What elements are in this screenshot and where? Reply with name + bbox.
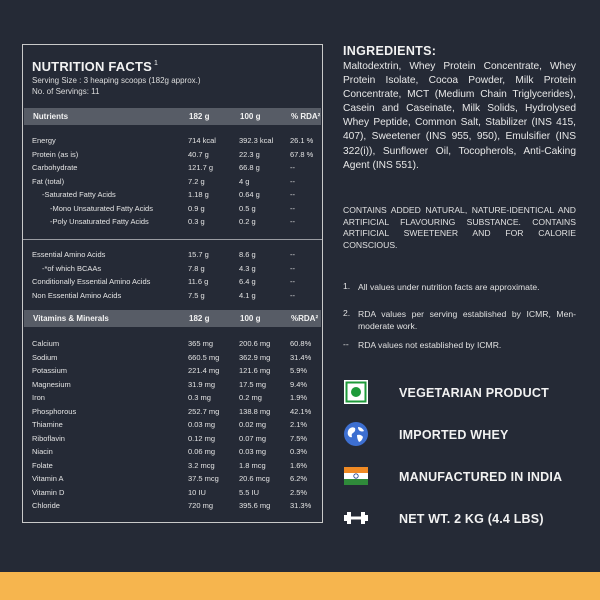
row-label: Magnesium [32, 379, 71, 389]
table-row [23, 176, 322, 189]
row-rda: 1.6% [290, 460, 308, 470]
servings-count: No. of Servings: 11 [32, 87, 100, 96]
row-label: Protein (as is) [32, 149, 79, 159]
header-100g: 100 g [240, 112, 261, 121]
footnote-mark: 1. [343, 281, 351, 291]
nutrition-title: NUTRITION FACTS $^1$ [32, 59, 159, 74]
nutrition-facts-panel [22, 44, 323, 523]
contains-statement: CONTAINS ADDED NATURAL, NATURE-IDENTICAL AND ARTIFICIAL FLAVOURING SUBSTANCE. CONTAINS ARTIFICIAL SWEETENER AND FOR CALORIE CONSCIOUS. [343, 205, 576, 250]
row-value-182g: 0.3 mg [188, 393, 211, 402]
row-value-182g: 121.7 g [188, 163, 214, 172]
row-label: Non Essential Amino Acids [32, 290, 122, 300]
header-vitamins: Vitamins & Minerals [33, 314, 109, 323]
row-value-100g: 4.3 g [239, 263, 256, 273]
header-rda: % RDA² [291, 112, 321, 121]
row-rda: -- [290, 176, 295, 186]
table-row [23, 433, 322, 446]
table-row [23, 419, 322, 432]
row-label: Phosphorous [32, 406, 77, 416]
row-value-182g: 40.7 g [188, 149, 209, 159]
row-rda: -- [290, 190, 295, 199]
feature-vegetarian [343, 379, 583, 405]
vitamins-header [24, 310, 321, 327]
ingredients-title: INGREDIENTS: [343, 44, 437, 58]
row-value-100g: 17.5 mg [239, 379, 267, 389]
row-rda: 9.4% [290, 379, 308, 389]
footnote-text: RDA values per serving established by ICMR, Men-moderate work. [358, 309, 576, 331]
row-value-182g: 3.2 mcg [188, 460, 215, 470]
row-value-100g: 0.2 mg [239, 393, 262, 402]
table-row [23, 365, 322, 378]
veg-icon [343, 379, 369, 405]
row-label: Fat (total) [32, 176, 65, 186]
row-value-182g: 660.5 mg [188, 352, 220, 362]
row-value-100g: 66.8 g [239, 163, 260, 172]
table-row [23, 162, 322, 175]
row-label: Folate [32, 460, 53, 470]
table-row [23, 276, 322, 289]
row-label: Carbohydrate [32, 163, 78, 172]
row-label: Vitamin D [32, 487, 65, 497]
table-row [23, 460, 322, 473]
footnote-mark: 2. [343, 308, 351, 318]
row-label: Iron [32, 393, 45, 402]
row-value-100g: 0.03 mg [239, 447, 267, 456]
row-label: Riboflavin [32, 433, 65, 443]
table-row [23, 446, 322, 459]
row-value-182g: 37.5 mcg [188, 474, 219, 483]
row-rda: 7.5% [290, 433, 308, 443]
bottom-color-band [0, 572, 600, 600]
row-value-182g: 365 mg [188, 339, 214, 348]
table-row [23, 290, 322, 303]
row-rda: 26.1 % [290, 136, 314, 145]
row-rda: -- [290, 290, 295, 300]
row-value-182g: 10 IU [188, 487, 206, 497]
row-rda: 67.8 % [290, 149, 314, 159]
table-row [23, 135, 322, 148]
footnote-text: RDA values not established by ICMR. [358, 340, 502, 350]
row-value-100g: 121.6 mg [239, 366, 271, 375]
table-row [23, 379, 322, 392]
row-value-182g: 7.5 g [188, 290, 205, 300]
row-label: Energy [32, 136, 56, 145]
row-label: Niacin [32, 447, 53, 456]
row-value-100g: 0.07 mg [239, 433, 267, 443]
table-row [23, 392, 322, 405]
row-value-100g: 4.1 g [239, 290, 256, 300]
feature-label: MANUFACTURED IN INDIA [399, 470, 563, 484]
nutrients-header [24, 108, 321, 125]
feature-imported-whey [343, 421, 583, 447]
row-label: -Saturated Fatty Acids [42, 190, 116, 199]
row-label: -Poly Unsaturated Fatty Acids [50, 217, 149, 226]
row-value-100g: 395.6 mg [239, 501, 271, 510]
table-row [23, 473, 322, 486]
row-label: Chloride [32, 501, 60, 510]
feature-label: NET WT. 2 KG (4.4 LBS) [399, 512, 544, 526]
row-rda: 6.2% [290, 474, 308, 483]
row-value-182g: 0.9 g [188, 203, 205, 213]
row-rda: 42.1% [290, 406, 312, 416]
row-rda: 60.8% [290, 339, 312, 348]
table-row [23, 500, 322, 513]
row-label: Thiamine [32, 420, 63, 429]
row-rda: 0.3% [290, 447, 308, 456]
dumbbell-icon [343, 505, 369, 531]
row-value-100g: 6.4 g [239, 277, 256, 286]
row-value-100g: 8.6 g [239, 250, 256, 259]
row-value-182g: 31.9 mg [188, 379, 216, 389]
row-value-182g: 11.6 g [188, 277, 209, 286]
table-row [23, 216, 322, 229]
row-value-100g: 0.64 g [239, 190, 260, 199]
globe-icon [343, 421, 369, 447]
header-182g: 182 g [189, 112, 210, 121]
row-value-100g: 5.5 IU [239, 487, 260, 497]
nutrition-title-footnote: 1 [154, 60, 159, 67]
serving-size: Serving Size : 3 heaping scoops (182g approx.) [32, 76, 201, 85]
row-value-182g: 0.12 mg [188, 433, 216, 443]
footnote-mark: -- [343, 339, 349, 349]
row-rda: 31.4% [290, 352, 312, 362]
row-rda: -- [290, 263, 295, 273]
row-value-100g: 0.02 mg [239, 420, 267, 429]
row-value-100g: 4 g [239, 176, 250, 186]
row-rda: -- [290, 277, 295, 286]
row-label: Sodium [32, 352, 58, 362]
table-row [23, 249, 322, 262]
row-value-100g: 0.5 g [239, 203, 256, 213]
header-100g: 100 g [240, 314, 261, 323]
row-rda: 2.5% [290, 487, 308, 497]
row-value-100g: 20.6 mcg [239, 474, 270, 483]
table-row [23, 406, 322, 419]
header-182g: 182 g [189, 314, 210, 323]
feature-made-in-india [343, 463, 583, 489]
row-value-182g: 0.06 mg [188, 447, 216, 456]
row-value-100g: 1.8 mcg [239, 460, 266, 470]
row-value-100g: 22.3 g [239, 149, 260, 159]
row-value-182g: 1.18 g [188, 190, 209, 199]
ingredients-text: Maltodextrin, Whey Protein Concentrate, Whey Protein Isolate, Cocoa Powder, Milk Protein Concentrate, MCT (Medium Chain Triglycerides), Casein and Caseinate, Milk Solids, Hydrolysed Whey Peptide, Common Salt, Stabilizer (INS 415, 407), Sweetener (INS 955, 950), Emulsifier (INS 322(i)), Sunflower Oil, Tocopherols, Anti-Caking Agent (INS 551). [343, 61, 576, 171]
row-value-182g: 221.4 mg [188, 366, 220, 375]
feature-label: IMPORTED WHEY [399, 428, 509, 442]
row-value-182g: 7.8 g [188, 263, 205, 273]
row-label: Vitamin A [32, 474, 64, 483]
feature-net-weight [343, 505, 583, 531]
row-rda: 1.9% [290, 393, 308, 402]
table-row [23, 487, 322, 500]
row-label: Calcium [32, 339, 60, 348]
footnote-text: All values under nutrition facts are approximate. [358, 282, 540, 292]
row-label: Conditionally Essential Amino Acids [32, 277, 151, 286]
table-row [23, 149, 322, 162]
header-rda: %RDA² [291, 314, 319, 323]
feature-label: VEGETARIAN PRODUCT [399, 386, 549, 400]
table-row [23, 189, 322, 202]
row-label: Essential Amino Acids [32, 250, 106, 259]
row-label: -Mono Unsaturated Fatty Acids [50, 203, 153, 213]
row-label: -*of which BCAAs [42, 263, 102, 273]
row-value-182g: 714 kcal [188, 136, 216, 145]
table-row [23, 352, 322, 365]
row-value-182g: 7.2 g [188, 176, 205, 186]
india-flag-icon [343, 463, 369, 489]
row-value-182g: 15.7 g [188, 250, 209, 259]
row-rda: 2.1% [290, 420, 308, 429]
row-rda: 5.9% [290, 366, 308, 375]
row-value-182g: 0.03 mg [188, 420, 216, 429]
row-rda: 31.3% [290, 501, 312, 510]
section-divider [23, 239, 322, 240]
row-value-182g: 720 mg [188, 501, 214, 510]
row-value-182g: 0.3 g [188, 217, 205, 226]
row-rda: -- [290, 250, 295, 259]
row-value-100g: 362.9 mg [239, 352, 271, 362]
header-nutrients: Nutrients [33, 112, 69, 121]
row-value-100g: 0.2 g [239, 217, 256, 226]
row-value-100g: 138.8 mg [239, 406, 271, 416]
row-rda: -- [290, 163, 295, 172]
row-label: Potassium [32, 366, 68, 375]
row-value-100g: 200.6 mg [239, 339, 271, 348]
table-row [23, 338, 322, 351]
row-value-100g: 392.3 kcal [239, 136, 274, 145]
row-value-182g: 252.7 mg [188, 406, 220, 416]
row-rda: -- [290, 217, 295, 226]
table-row [23, 203, 322, 216]
row-rda: -- [290, 203, 295, 213]
table-row [23, 263, 322, 276]
